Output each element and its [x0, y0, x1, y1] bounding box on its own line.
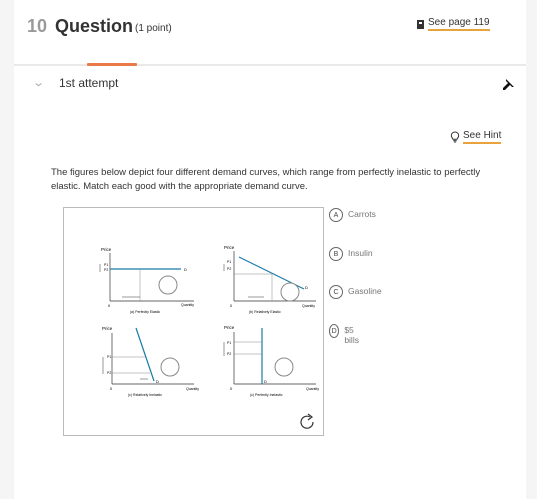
demand-curves-figure: [63, 207, 324, 436]
panel-c-caption: (c) Relatively Inelastic: [128, 393, 163, 397]
panel-a-p1: P1: [104, 263, 109, 267]
panel-a-caption: (a) Perfectly Elastic: [130, 310, 161, 314]
attempt-label: 1st attempt: [59, 76, 119, 90]
question-header: [14, 0, 526, 58]
option-b-label: Insulin: [348, 248, 373, 258]
panel-c-curve-label: D: [156, 379, 159, 384]
option-d[interactable]: [329, 324, 363, 345]
panel-d-p2: P2: [227, 352, 232, 356]
option-c[interactable]: [329, 285, 382, 299]
panel-b-p2: P2: [227, 267, 232, 271]
panel-a-x-label: Quantity: [181, 303, 195, 307]
option-d-letter[interactable]: D: [329, 324, 339, 338]
panel-c-drop-target: [161, 358, 179, 376]
see-hint-link[interactable]: [450, 130, 501, 144]
question-title: Question: [55, 16, 134, 36]
panel-a-p2: P2: [104, 268, 109, 272]
pin-icon[interactable]: [499, 74, 519, 94]
panel-relatively-elastic: [224, 245, 316, 314]
panel-b-drop-target: [281, 283, 299, 301]
option-a-label: Carrots: [348, 209, 376, 219]
panel-b-y-label: Price: [224, 245, 235, 250]
panel-b-p1: P1: [227, 260, 232, 264]
panel-c-p1: P1: [107, 355, 112, 359]
option-c-letter[interactable]: C: [329, 285, 343, 299]
demand-curves-svg: [64, 208, 323, 435]
see-hint-label: See Hint: [463, 130, 501, 144]
question-points: (1 point): [135, 23, 172, 34]
option-a-letter[interactable]: A: [329, 208, 343, 222]
panel-perfectly-inelastic: [224, 325, 319, 397]
panel-b-origin: 0: [230, 303, 233, 308]
panel-d-curve-label: D: [264, 379, 267, 384]
book-icon: [417, 20, 424, 29]
option-a[interactable]: [329, 208, 376, 222]
panel-relatively-inelastic: [102, 326, 199, 397]
panel-d-x-label: Quantity: [306, 387, 320, 391]
panel-a-curve-label: D: [184, 267, 187, 272]
panel-d-caption: (c) Perfectly Inelastic: [250, 393, 283, 397]
panel-c-p2: P2: [107, 371, 112, 375]
panel-c-x-label: Quantity: [186, 387, 200, 391]
question-prompt: The figures below depict four different demand curves, which range from perfectly inelastic to perfectly elastic. Match each good with the appropriate demand curve.: [51, 167, 481, 192]
panel-d-y-label: Price: [224, 325, 235, 330]
option-c-label: Gasoline: [348, 286, 382, 296]
see-page-link[interactable]: [417, 17, 490, 31]
attempt-row[interactable]: [14, 66, 526, 104]
panel-a-drop-target: [159, 276, 177, 294]
chevron-down-icon[interactable]: ⌄: [32, 77, 46, 89]
panel-perfectly-elastic: [100, 247, 194, 314]
see-page-label: See page 119: [428, 17, 490, 31]
panel-d-p1: P1: [227, 341, 232, 345]
panel-c-origin: 0: [110, 386, 113, 391]
question-number: 10: [27, 16, 48, 36]
reset-icon[interactable]: [301, 414, 313, 428]
question-card: [14, 0, 526, 499]
option-d-label: $5 bills: [344, 325, 359, 345]
panel-b-x-label: Quantity: [302, 304, 316, 308]
panel-a-origin: 0: [108, 303, 111, 308]
panel-c-y-label: Price: [102, 326, 113, 331]
panel-d-origin: 0: [230, 386, 233, 391]
panel-b-curve-label: D: [305, 285, 308, 290]
panel-d-drop-target: [275, 358, 293, 376]
panel-b-caption: (b) Relatively Elastic: [249, 310, 281, 314]
panel-a-y-label: Price: [101, 247, 112, 252]
option-b[interactable]: [329, 247, 373, 261]
option-b-letter[interactable]: B: [329, 247, 343, 261]
lightbulb-icon: [450, 131, 460, 143]
